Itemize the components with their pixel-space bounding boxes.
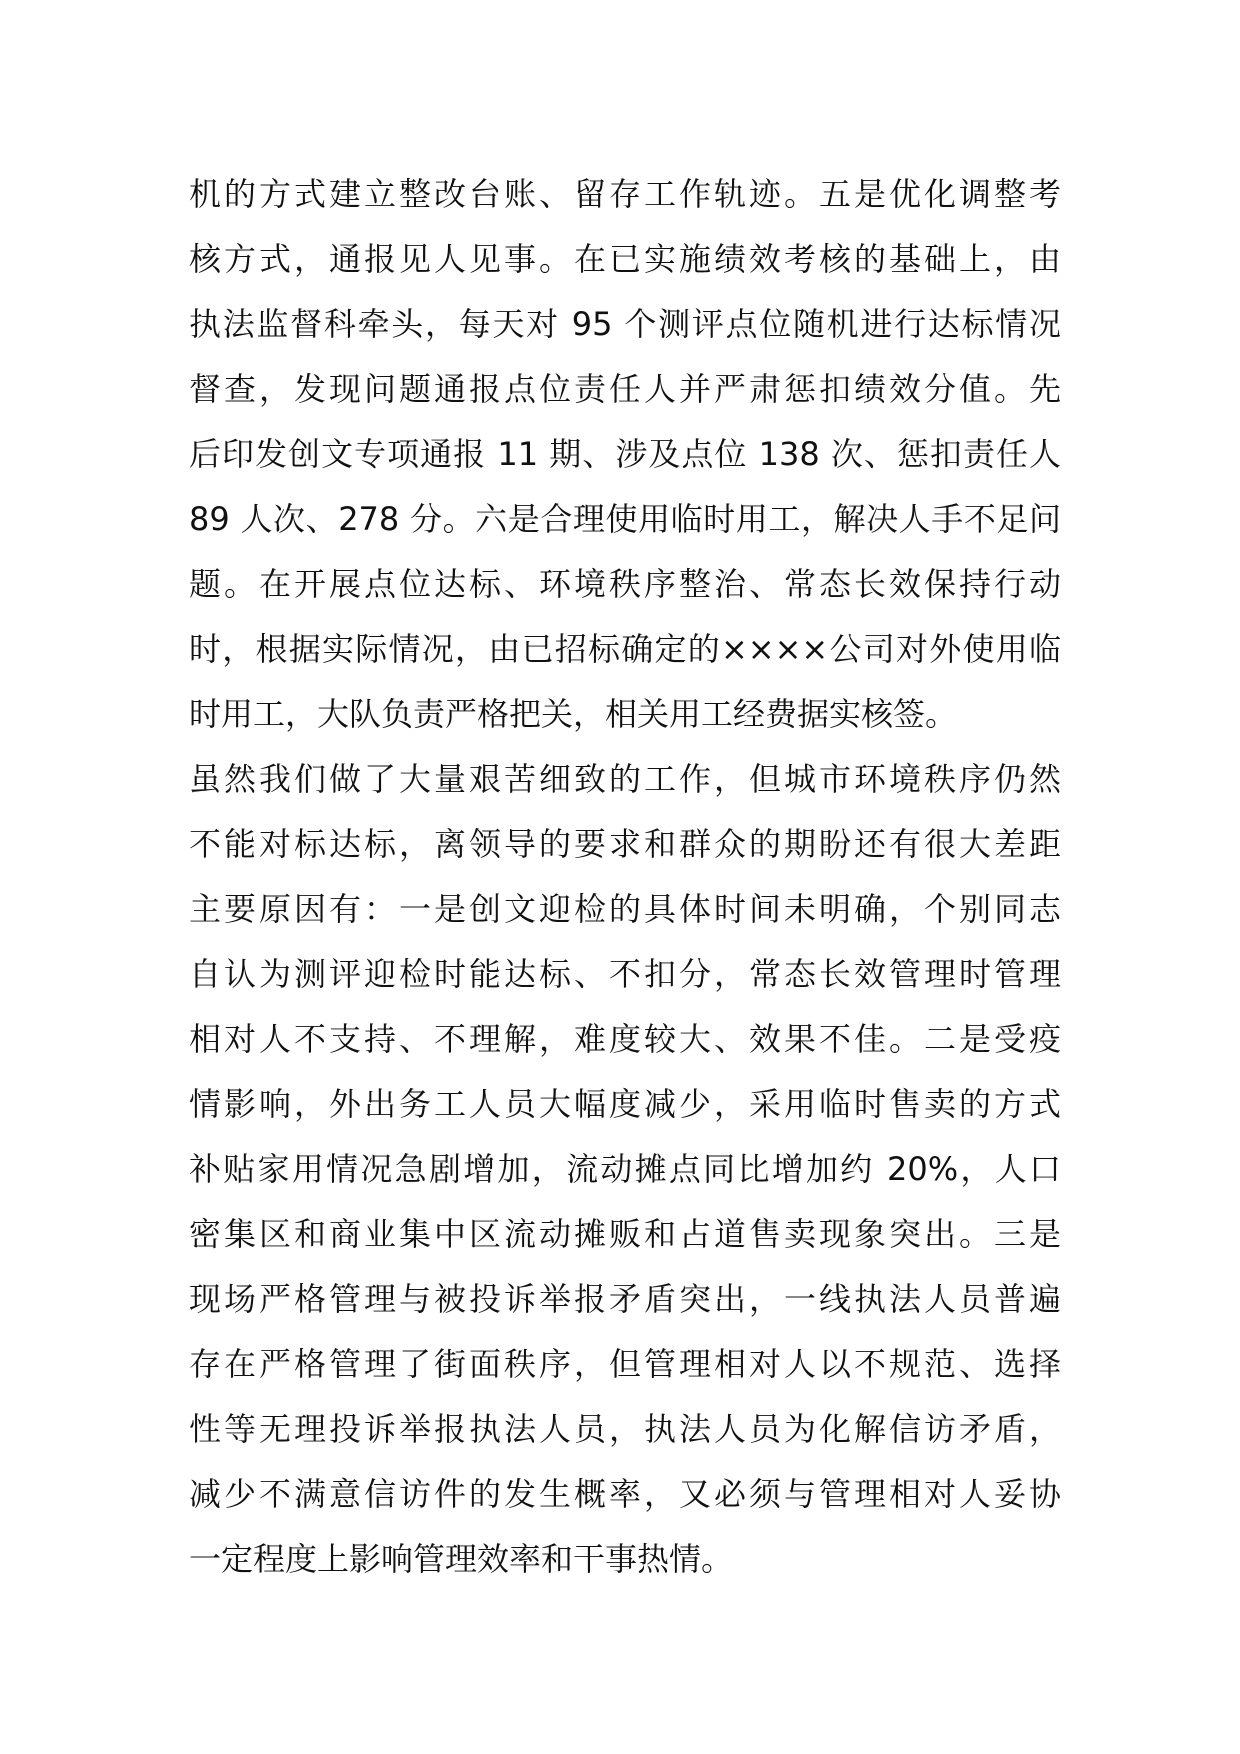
paragraph-1-line: 机的方式建立整改台账、留存工作轨迹。五是优化调整考 xyxy=(189,175,1061,213)
paragraph-1-line: 督查，发现问题通报点位责任人并严肃惩扣绩效分值。先 xyxy=(189,370,1061,408)
paragraph-2-line: 一定程度上影响管理效率和干事热情。 xyxy=(189,1540,734,1578)
paragraph-1-line: 时用工，大队负责严格把关，相关用工经费据实核签。 xyxy=(189,695,958,733)
paragraph-2-line: 相对人不支持、不理解，难度较大、效果不佳。二是受疫 xyxy=(189,1020,1061,1058)
paragraph-2-line: 不能对标达标，离领导的要求和群众的期盼还有很大差距 xyxy=(189,825,1061,863)
paragraph-2-line: 虽然我们做了大量艰苦细致的工作，但城市环境秩序仍然 xyxy=(189,760,1061,798)
paragraph-2-line: 现场严格管理与被投诉举报矛盾突出，一线执法人员普遍 xyxy=(189,1280,1061,1318)
paragraph-1-line: 核方式，通报见人见事。在已实施绩效考核的基础上，由 xyxy=(189,240,1061,278)
paragraph-1-line: 89 人次、278 分。六是合理使用临时用工，解决人手不足问 xyxy=(189,500,1061,538)
paragraph-1-line: 题。在开展点位达标、环境秩序整治、常态长效保持行动 xyxy=(189,565,1061,603)
paragraph-2-line: 性等无理投诉举报执法人员，执法人员为化解信访矛盾， xyxy=(189,1410,1061,1448)
paragraph-2-line: 主要原因有：一是创文迎检的具体时间未明确，个别同志 xyxy=(189,890,1061,928)
paragraph-2 xyxy=(189,747,1061,1592)
paragraph-2-line: 减少不满意信访件的发生概率，又必须与管理相对人妥协 xyxy=(189,1475,1061,1513)
paragraph-2-line: 密集区和商业集中区流动摊贩和占道售卖现象突出。三是 xyxy=(189,1215,1061,1253)
paragraph-1-line: 执法监督科牵头，每天对 95 个测评点位随机进行达标情况 xyxy=(189,305,1061,343)
paragraph-2-line: 补贴家用情况急剧增加，流动摊点同比增加约 20%，人口 xyxy=(189,1150,1061,1188)
paragraph-2-line: 自认为测评迎检时能达标、不扣分，常态长效管理时管理 xyxy=(189,955,1061,993)
paragraph-1-line: 时，根据实际情况，由已招标确定的××××公司对外使用临 xyxy=(189,630,1061,668)
paragraph-1 xyxy=(189,162,1061,747)
paragraph-2-line: 情影响，外出务工人员大幅度减少，采用临时售卖的方式 xyxy=(189,1085,1061,1123)
paragraph-2-line: 存在严格管理了街面秩序，但管理相对人以不规范、选择 xyxy=(189,1345,1061,1383)
paragraph-1-line: 后印发创文专项通报 11 期、涉及点位 138 次、惩扣责任人 xyxy=(189,435,1061,473)
